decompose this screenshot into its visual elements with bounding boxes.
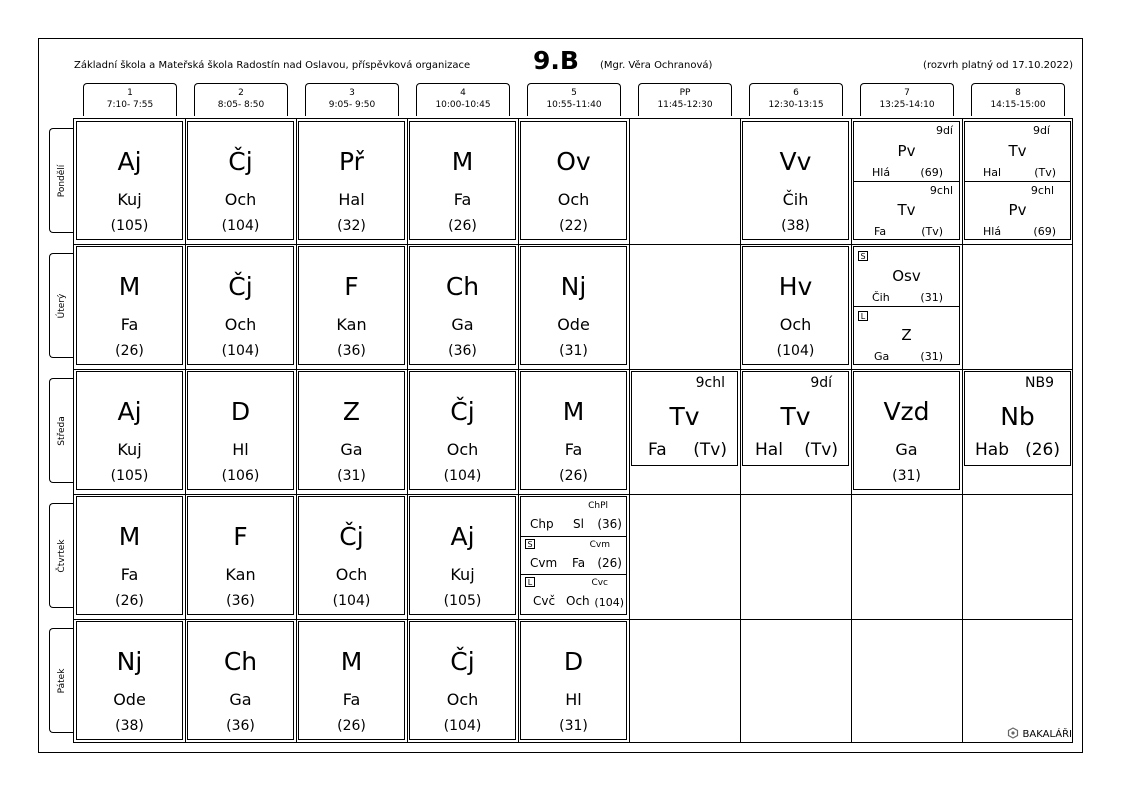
lesson-subject: Z	[342, 397, 361, 426]
lesson-teacher: Hal	[983, 166, 1002, 179]
lesson-subject: Čj	[339, 522, 364, 551]
week-tag: S	[525, 539, 535, 549]
lesson-teacher: Fa	[120, 315, 139, 334]
lesson-cell[interactable]	[520, 371, 627, 490]
lesson-group: 9dí	[1032, 124, 1050, 137]
lesson-cell[interactable]	[76, 246, 183, 365]
lesson-teacher: Hl	[232, 440, 249, 459]
lesson-teacher: Fa	[120, 565, 139, 584]
lesson-teacher: Sl	[573, 517, 584, 531]
lesson-room: (26)	[559, 468, 588, 484]
lesson-room: (Tv)	[921, 225, 943, 238]
lesson-room: (Tv)	[693, 440, 727, 460]
period-header: 6 12:30-13:15	[749, 83, 843, 116]
lesson-room: (26)	[337, 718, 366, 734]
lesson-subject: Ch	[223, 647, 258, 676]
validity-note: (rozvrh platný od 17.10.2022)	[923, 60, 1073, 71]
lesson-cell[interactable]	[187, 371, 294, 490]
lesson-cell[interactable]	[187, 621, 294, 740]
lesson-subject: Vzd	[883, 397, 930, 426]
lesson-teacher: Hl	[565, 690, 582, 709]
period-header: 7 13:25-14:10	[860, 83, 954, 116]
lesson-room: (104)	[221, 218, 260, 234]
lesson-group: 9chl	[695, 375, 725, 391]
lesson-cell[interactable]	[409, 371, 516, 490]
lesson-room: (104)	[443, 468, 482, 484]
lesson-teacher: Fa	[648, 440, 667, 460]
lesson-group: Cvm	[589, 540, 610, 550]
class-name: 9.B	[533, 46, 579, 75]
lesson-room: (31)	[920, 350, 943, 363]
lesson-subject: M	[562, 397, 585, 426]
lesson-subject: Čj	[228, 272, 253, 301]
lesson-cell[interactable]	[298, 621, 405, 740]
lesson-teacher: Ode	[113, 690, 146, 709]
lesson-room: (36)	[226, 593, 255, 609]
lesson-room: (32)	[337, 218, 366, 234]
lesson-cell[interactable]	[187, 496, 294, 615]
period-header: 4 10:00-10:45	[416, 83, 510, 116]
lesson-teacher: Och	[446, 690, 479, 709]
lesson-teacher: Fa	[572, 556, 586, 570]
week-tag: L	[858, 311, 868, 321]
lesson-room: (105)	[110, 218, 149, 234]
lesson-subject: Nb	[1000, 402, 1035, 431]
lesson-teacher: Ode	[557, 315, 590, 334]
lesson-room: (31)	[559, 718, 588, 734]
group-lesson[interactable]	[965, 122, 1070, 182]
lesson-cell[interactable]	[853, 371, 960, 490]
lesson-teacher: Och	[335, 565, 368, 584]
lesson-room: (36)	[448, 343, 477, 359]
lesson-cell[interactable]	[298, 371, 405, 490]
period-header: 2 8:05- 8:50	[194, 83, 288, 116]
lesson-room: (38)	[115, 718, 144, 734]
lesson-cell[interactable]	[520, 246, 627, 365]
group-lesson-cell[interactable]	[742, 371, 849, 466]
bakalari-logo	[1007, 727, 1072, 740]
lesson-cell[interactable]	[76, 496, 183, 615]
lesson-room: (26)	[448, 218, 477, 234]
lesson-teacher: Ga	[874, 350, 890, 363]
group-lesson[interactable]	[854, 307, 959, 364]
lesson-room: (Tv)	[1034, 166, 1056, 179]
lesson-cell[interactable]	[76, 371, 183, 490]
lesson-subject: M	[451, 147, 474, 176]
group-lesson[interactable]	[965, 182, 1070, 239]
lesson-teacher: Och	[446, 440, 479, 459]
lesson-cell[interactable]	[409, 621, 516, 740]
lesson-subject: Pv	[1008, 201, 1027, 219]
lesson-subject: D	[563, 647, 584, 676]
lesson-subject: Ch	[445, 272, 480, 301]
lesson-teacher: Kan	[336, 315, 367, 334]
day-label: Pondělí	[49, 128, 74, 233]
lesson-room: (104)	[443, 718, 482, 734]
group-lesson[interactable]	[521, 537, 626, 575]
lesson-room: (22)	[559, 218, 588, 234]
lesson-subject: Př	[339, 147, 364, 176]
lesson-teacher: Kuj	[117, 190, 142, 209]
lesson-room: (38)	[781, 218, 810, 234]
lesson-subject: M	[118, 272, 141, 301]
split-lesson-cell[interactable]	[853, 246, 960, 365]
lesson-subject: Hv	[778, 272, 813, 301]
lesson-cell[interactable]	[742, 121, 849, 240]
group-lesson[interactable]	[854, 122, 959, 182]
period-header: 8 14:15-15:00	[971, 83, 1065, 116]
lesson-group: 9dí	[810, 375, 832, 391]
lesson-room: (26)	[1025, 440, 1060, 460]
lesson-cell[interactable]	[409, 496, 516, 615]
lesson-teacher: Fa	[874, 225, 887, 238]
lesson-room: (26)	[115, 343, 144, 359]
lesson-teacher: Kan	[225, 565, 256, 584]
lesson-subject: Z	[901, 326, 912, 344]
lesson-room: (69)	[920, 166, 943, 179]
lesson-cell[interactable]	[742, 246, 849, 365]
lesson-subject: Aj	[117, 397, 142, 426]
lesson-teacher: Och	[224, 190, 257, 209]
lesson-subject: Nj	[560, 272, 587, 301]
school-name: Základní škola a Mateřská škola Radostín nad Oslavou, příspěvková organizace	[74, 60, 471, 71]
lesson-room: (31)	[559, 343, 588, 359]
lesson-room: (36)	[337, 343, 366, 359]
period-header: 1 7:10- 7:55	[83, 83, 177, 116]
lesson-subject: Cvm	[530, 556, 558, 570]
lesson-subject: Nj	[116, 647, 143, 676]
split-lesson-cell[interactable]	[964, 121, 1071, 240]
group-lesson-cell[interactable]	[964, 371, 1071, 466]
lesson-cell[interactable]	[187, 121, 294, 240]
period-header: 3 9:05- 9:50	[305, 83, 399, 116]
lesson-subject: Tv	[780, 402, 811, 431]
lesson-room: (104)	[221, 343, 260, 359]
lesson-teacher: Och	[224, 315, 257, 334]
lesson-teacher: Ga	[340, 440, 363, 459]
lesson-teacher: Fa	[342, 690, 361, 709]
lesson-teacher: Och	[557, 190, 590, 209]
lesson-subject: Tv	[1008, 142, 1027, 160]
lesson-teacher: Ga	[451, 315, 474, 334]
logo-text: BAKALÁŘI	[1022, 729, 1072, 740]
group-lesson[interactable]	[854, 182, 959, 239]
lesson-room: (104)	[594, 596, 624, 609]
lesson-subject: Pv	[897, 142, 916, 160]
lesson-room: (31)	[920, 291, 943, 304]
lesson-group: 9chl	[1030, 184, 1054, 197]
period-header: 5 10:55-11:40	[527, 83, 621, 116]
period-header: PP 11:45-12:30	[638, 83, 732, 116]
lesson-subject: Tv	[669, 402, 700, 431]
lesson-cell[interactable]	[298, 496, 405, 615]
split-lesson-cell[interactable]	[520, 496, 627, 615]
lesson-teacher: Fa	[453, 190, 472, 209]
lesson-room: (105)	[110, 468, 149, 484]
lesson-subject: Aj	[117, 147, 142, 176]
lesson-teacher: Hal	[755, 440, 783, 460]
group-lesson-cell[interactable]	[631, 371, 738, 466]
lesson-subject: Ov	[556, 147, 591, 176]
lesson-subject: Vv	[779, 147, 812, 176]
group-lesson[interactable]	[521, 497, 626, 537]
lesson-cell[interactable]	[76, 621, 183, 740]
day-label: Pátek	[49, 628, 74, 733]
lesson-room: (26)	[597, 556, 622, 570]
lesson-subject: Osv	[892, 267, 921, 285]
lesson-subject: Aj	[450, 522, 475, 551]
split-lesson-cell[interactable]	[853, 121, 960, 240]
lesson-teacher: Och	[566, 594, 590, 608]
lesson-cell[interactable]	[76, 121, 183, 240]
lesson-subject: Čj	[228, 147, 253, 176]
lesson-room: (105)	[443, 593, 482, 609]
lesson-teacher: Hlá	[872, 166, 891, 179]
day-label: Úterý	[49, 253, 74, 358]
lesson-subject: Čj	[450, 647, 475, 676]
lesson-subject: Cvč	[533, 594, 556, 608]
lesson-room: (31)	[892, 468, 921, 484]
group-lesson[interactable]	[854, 247, 959, 307]
lesson-room: (Tv)	[804, 440, 838, 460]
day-label: Čtvrtek	[49, 503, 74, 608]
lesson-room: (69)	[1033, 225, 1056, 238]
lesson-cell[interactable]	[520, 621, 627, 740]
lesson-subject: Čj	[450, 397, 475, 426]
lesson-cell[interactable]	[298, 246, 405, 365]
lesson-group: NB9	[1025, 375, 1054, 391]
lesson-group: ChPl	[588, 501, 608, 511]
lesson-teacher: Čih	[782, 190, 809, 209]
lesson-teacher: Hal	[338, 190, 365, 209]
lesson-subject: M	[118, 522, 141, 551]
lesson-room: (36)	[226, 718, 255, 734]
lesson-group: 9dí	[935, 124, 953, 137]
lesson-cell[interactable]	[409, 246, 516, 365]
lesson-subject: Chp	[530, 517, 554, 531]
lesson-teacher: Kuj	[117, 440, 142, 459]
lesson-room: (31)	[337, 468, 366, 484]
lesson-room: (36)	[597, 517, 622, 531]
lesson-room: (106)	[221, 468, 260, 484]
lesson-cell[interactable]	[187, 246, 294, 365]
lesson-teacher: Fa	[564, 440, 583, 459]
lesson-room: (104)	[776, 343, 815, 359]
bakalari-logo-icon	[1007, 727, 1019, 739]
class-teacher: (Mgr. Věra Ochranová)	[600, 60, 713, 71]
lesson-cell[interactable]	[298, 121, 405, 240]
lesson-subject: Tv	[897, 201, 916, 219]
lesson-teacher: Hlá	[983, 225, 1002, 238]
lesson-subject: D	[230, 397, 251, 426]
lesson-subject: M	[340, 647, 363, 676]
lesson-teacher: Ga	[895, 440, 918, 459]
lesson-group: Cvc	[591, 578, 608, 588]
lesson-teacher: Čih	[872, 291, 890, 304]
lesson-room: (26)	[115, 593, 144, 609]
lesson-subject: F	[344, 272, 359, 301]
lesson-room: (104)	[332, 593, 371, 609]
day-label: Středa	[49, 378, 74, 483]
lesson-subject: F	[233, 522, 248, 551]
week-tag: L	[525, 577, 535, 587]
lesson-teacher: Kuj	[450, 565, 475, 584]
lesson-cell[interactable]	[520, 121, 627, 240]
lesson-teacher: Och	[779, 315, 812, 334]
group-lesson[interactable]	[521, 575, 626, 614]
lesson-group: 9chl	[929, 184, 953, 197]
lesson-teacher: Hab	[975, 440, 1009, 460]
lesson-teacher: Ga	[229, 690, 252, 709]
week-tag: S	[858, 251, 868, 261]
lesson-cell[interactable]	[409, 121, 516, 240]
